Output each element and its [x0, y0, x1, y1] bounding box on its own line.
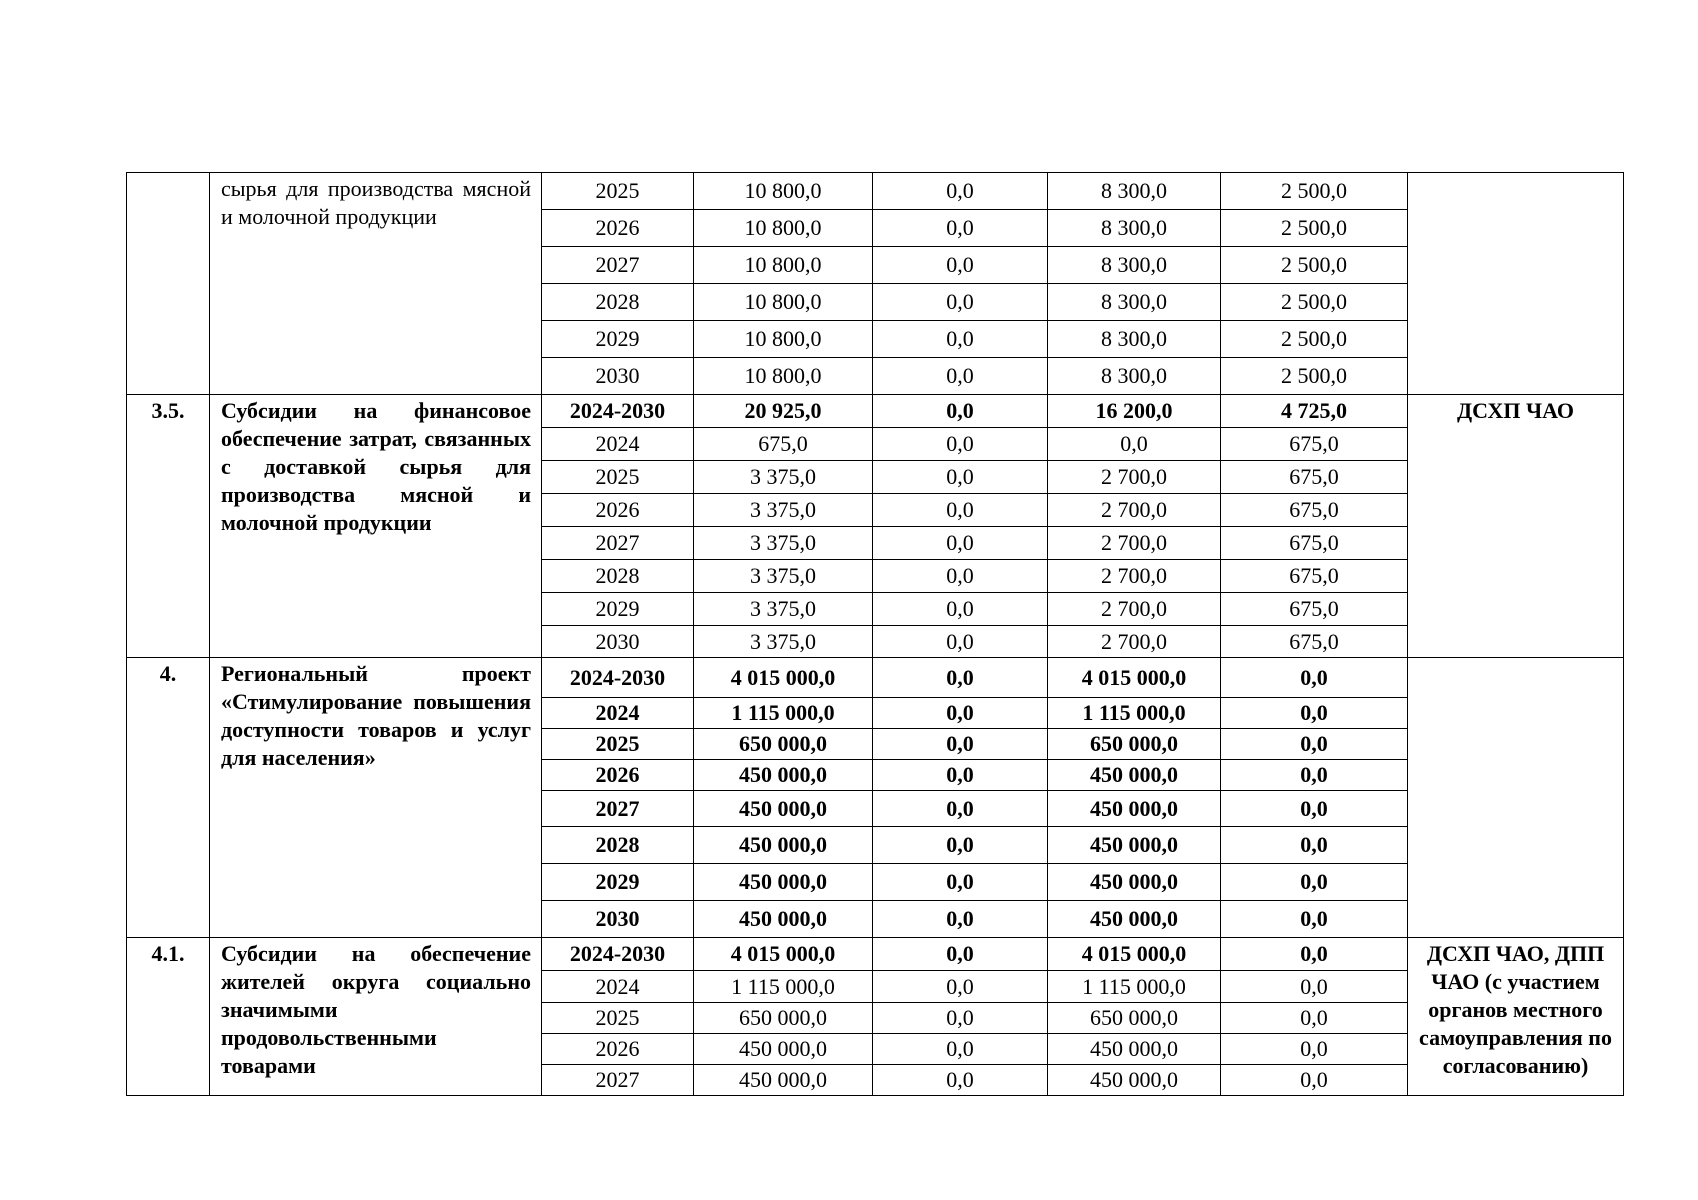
federal-budget-cell: 0,0: [873, 1065, 1048, 1096]
period-cell: 2028: [542, 827, 694, 864]
other-sources-cell: 4 725,0: [1221, 395, 1408, 428]
other-sources-cell: 2 500,0: [1221, 247, 1408, 284]
period-cell: 2024-2030: [542, 938, 694, 971]
regional-budget-cell: 8 300,0: [1048, 173, 1221, 210]
regional-budget-cell: 8 300,0: [1048, 321, 1221, 358]
other-sources-cell: 2 500,0: [1221, 321, 1408, 358]
other-sources-cell: 0,0: [1221, 698, 1408, 729]
total-amount-cell: 675,0: [694, 428, 873, 461]
table-row: [127, 173, 1624, 210]
total-amount-cell: 650 000,0: [694, 729, 873, 760]
regional-budget-cell: 450 000,0: [1048, 864, 1221, 901]
period-cell: 2030: [542, 358, 694, 395]
federal-budget-cell: 0,0: [873, 428, 1048, 461]
period-cell: 2029: [542, 321, 694, 358]
item-number: 3.5.: [127, 395, 210, 658]
responsible-executor: [1408, 658, 1624, 938]
regional-budget-cell: 2 700,0: [1048, 560, 1221, 593]
period-cell: 2027: [542, 527, 694, 560]
federal-budget-cell: 0,0: [873, 971, 1048, 1003]
regional-budget-cell: 4 015 000,0: [1048, 658, 1221, 698]
other-sources-cell: 0,0: [1221, 729, 1408, 760]
total-amount-cell: 10 800,0: [694, 358, 873, 395]
period-cell: 2026: [542, 1034, 694, 1065]
responsible-executor: [1408, 173, 1624, 395]
period-cell: 2026: [542, 494, 694, 527]
period-cell: 2025: [542, 729, 694, 760]
regional-budget-cell: 650 000,0: [1048, 729, 1221, 760]
regional-budget-cell: 8 300,0: [1048, 358, 1221, 395]
other-sources-cell: 0,0: [1221, 827, 1408, 864]
regional-budget-cell: 450 000,0: [1048, 827, 1221, 864]
other-sources-cell: 2 500,0: [1221, 284, 1408, 321]
responsible-executor: ДСХП ЧАО, ДПП ЧАО (с участием органов местного самоуправления по согласованию): [1408, 938, 1624, 1096]
federal-budget-cell: 0,0: [873, 358, 1048, 395]
federal-budget-cell: 0,0: [873, 321, 1048, 358]
federal-budget-cell: 0,0: [873, 284, 1048, 321]
period-cell: 2024: [542, 428, 694, 461]
period-cell: 2025: [542, 461, 694, 494]
regional-budget-cell: 1 115 000,0: [1048, 698, 1221, 729]
federal-budget-cell: 0,0: [873, 593, 1048, 626]
other-sources-cell: 675,0: [1221, 494, 1408, 527]
period-cell: 2028: [542, 560, 694, 593]
other-sources-cell: 2 500,0: [1221, 358, 1408, 395]
other-sources-cell: 2 500,0: [1221, 173, 1408, 210]
item-name: Субсидии на обеспечение жителей округа социально значимыми продовольственными товарами: [210, 938, 542, 1096]
federal-budget-cell: 0,0: [873, 901, 1048, 938]
regional-budget-cell: 2 700,0: [1048, 593, 1221, 626]
period-cell: 2024-2030: [542, 395, 694, 428]
period-cell: 2026: [542, 210, 694, 247]
total-amount-cell: 3 375,0: [694, 527, 873, 560]
funding-table: [126, 172, 1624, 1096]
federal-budget-cell: 0,0: [873, 494, 1048, 527]
federal-budget-cell: 0,0: [873, 791, 1048, 827]
item-name: Субсидии на финансовое обеспечение затрат, связанных с доставкой сырья для производства мясной и молочной продукции: [210, 395, 542, 658]
federal-budget-cell: 0,0: [873, 938, 1048, 971]
period-cell: 2027: [542, 247, 694, 284]
federal-budget-cell: 0,0: [873, 760, 1048, 791]
total-amount-cell: 3 375,0: [694, 461, 873, 494]
regional-budget-cell: 0,0: [1048, 428, 1221, 461]
total-amount-cell: 450 000,0: [694, 827, 873, 864]
total-amount-cell: 3 375,0: [694, 560, 873, 593]
regional-budget-cell: 8 300,0: [1048, 247, 1221, 284]
item-number: 4.1.: [127, 938, 210, 1096]
regional-budget-cell: 450 000,0: [1048, 1065, 1221, 1096]
total-amount-cell: 450 000,0: [694, 901, 873, 938]
other-sources-cell: 675,0: [1221, 428, 1408, 461]
period-cell: 2030: [542, 901, 694, 938]
regional-budget-cell: 450 000,0: [1048, 791, 1221, 827]
total-amount-cell: 450 000,0: [694, 791, 873, 827]
federal-budget-cell: 0,0: [873, 1034, 1048, 1065]
item-name: Региональный проект «Стимулирование повышения доступности товаров и услуг для населения»: [210, 658, 542, 938]
period-cell: 2029: [542, 593, 694, 626]
item-number: 4.: [127, 658, 210, 938]
federal-budget-cell: 0,0: [873, 827, 1048, 864]
federal-budget-cell: 0,0: [873, 173, 1048, 210]
total-amount-cell: 10 800,0: [694, 247, 873, 284]
other-sources-cell: 2 500,0: [1221, 210, 1408, 247]
federal-budget-cell: 0,0: [873, 864, 1048, 901]
federal-budget-cell: 0,0: [873, 247, 1048, 284]
period-cell: 2027: [542, 791, 694, 827]
other-sources-cell: 675,0: [1221, 593, 1408, 626]
regional-budget-cell: 450 000,0: [1048, 901, 1221, 938]
total-amount-cell: 4 015 000,0: [694, 938, 873, 971]
table-row: [127, 658, 1624, 698]
table-row: [127, 395, 1624, 428]
other-sources-cell: 675,0: [1221, 461, 1408, 494]
other-sources-cell: 675,0: [1221, 527, 1408, 560]
responsible-executor: ДСХП ЧАО: [1408, 395, 1624, 658]
federal-budget-cell: 0,0: [873, 698, 1048, 729]
total-amount-cell: 3 375,0: [694, 626, 873, 658]
period-cell: 2026: [542, 760, 694, 791]
other-sources-cell: 0,0: [1221, 901, 1408, 938]
regional-budget-cell: 2 700,0: [1048, 626, 1221, 658]
item-name: сырья для производства мясной и молочной продукции: [210, 173, 542, 395]
regional-budget-cell: 16 200,0: [1048, 395, 1221, 428]
other-sources-cell: 0,0: [1221, 971, 1408, 1003]
other-sources-cell: 0,0: [1221, 938, 1408, 971]
regional-budget-cell: 2 700,0: [1048, 494, 1221, 527]
other-sources-cell: 0,0: [1221, 864, 1408, 901]
period-cell: 2024: [542, 698, 694, 729]
period-cell: 2025: [542, 1003, 694, 1034]
other-sources-cell: 0,0: [1221, 760, 1408, 791]
total-amount-cell: 10 800,0: [694, 173, 873, 210]
federal-budget-cell: 0,0: [873, 658, 1048, 698]
total-amount-cell: 10 800,0: [694, 284, 873, 321]
other-sources-cell: 0,0: [1221, 791, 1408, 827]
total-amount-cell: 3 375,0: [694, 494, 873, 527]
total-amount-cell: 450 000,0: [694, 1065, 873, 1096]
other-sources-cell: 0,0: [1221, 1003, 1408, 1034]
item-number: [127, 173, 210, 395]
federal-budget-cell: 0,0: [873, 560, 1048, 593]
period-cell: 2027: [542, 1065, 694, 1096]
regional-budget-cell: 8 300,0: [1048, 210, 1221, 247]
table-row: [127, 938, 1624, 971]
period-cell: 2030: [542, 626, 694, 658]
federal-budget-cell: 0,0: [873, 210, 1048, 247]
period-cell: 2024: [542, 971, 694, 1003]
total-amount-cell: 450 000,0: [694, 864, 873, 901]
other-sources-cell: 0,0: [1221, 658, 1408, 698]
total-amount-cell: 3 375,0: [694, 593, 873, 626]
total-amount-cell: 1 115 000,0: [694, 971, 873, 1003]
regional-budget-cell: 450 000,0: [1048, 1034, 1221, 1065]
period-cell: 2024-2030: [542, 658, 694, 698]
federal-budget-cell: 0,0: [873, 729, 1048, 760]
regional-budget-cell: 2 700,0: [1048, 527, 1221, 560]
federal-budget-cell: 0,0: [873, 527, 1048, 560]
regional-budget-cell: 2 700,0: [1048, 461, 1221, 494]
total-amount-cell: 20 925,0: [694, 395, 873, 428]
period-cell: 2025: [542, 173, 694, 210]
regional-budget-cell: 8 300,0: [1048, 284, 1221, 321]
total-amount-cell: 1 115 000,0: [694, 698, 873, 729]
regional-budget-cell: 4 015 000,0: [1048, 938, 1221, 971]
other-sources-cell: 0,0: [1221, 1065, 1408, 1096]
total-amount-cell: 10 800,0: [694, 210, 873, 247]
regional-budget-cell: 650 000,0: [1048, 1003, 1221, 1034]
federal-budget-cell: 0,0: [873, 395, 1048, 428]
regional-budget-cell: 450 000,0: [1048, 760, 1221, 791]
total-amount-cell: 10 800,0: [694, 321, 873, 358]
regional-budget-cell: 1 115 000,0: [1048, 971, 1221, 1003]
table-body: [127, 173, 1624, 1096]
other-sources-cell: 675,0: [1221, 560, 1408, 593]
federal-budget-cell: 0,0: [873, 626, 1048, 658]
period-cell: 2028: [542, 284, 694, 321]
total-amount-cell: 4 015 000,0: [694, 658, 873, 698]
federal-budget-cell: 0,0: [873, 1003, 1048, 1034]
total-amount-cell: 450 000,0: [694, 1034, 873, 1065]
other-sources-cell: 675,0: [1221, 626, 1408, 658]
period-cell: 2029: [542, 864, 694, 901]
total-amount-cell: 650 000,0: [694, 1003, 873, 1034]
other-sources-cell: 0,0: [1221, 1034, 1408, 1065]
federal-budget-cell: 0,0: [873, 461, 1048, 494]
total-amount-cell: 450 000,0: [694, 760, 873, 791]
